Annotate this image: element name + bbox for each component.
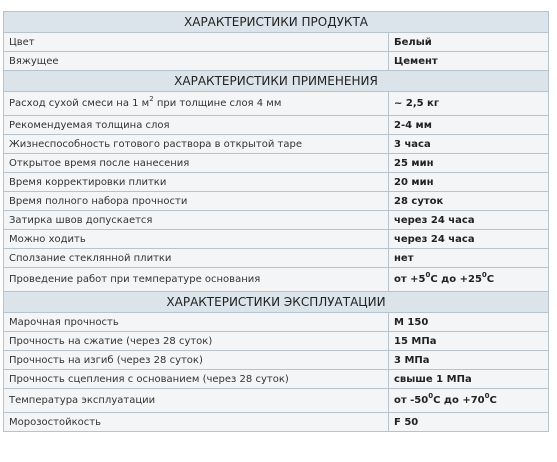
row-label: Марочная прочность xyxy=(4,313,389,332)
section-title: ХАРАКТЕРИСТИКИ ПРИМЕНЕНИЯ xyxy=(4,71,549,92)
row-label: Прочность сцепления с основанием (через 28 суток) xyxy=(4,370,389,389)
characteristics-table xyxy=(3,11,549,432)
table-row xyxy=(4,332,549,351)
row-label: Температура эксплуатации xyxy=(4,389,389,413)
superscript: 0 xyxy=(428,392,434,400)
row-label-part: при толщине слоя 4 мм xyxy=(153,98,282,109)
row-value: через 24 часа xyxy=(389,211,549,230)
section-header-application xyxy=(4,71,549,92)
row-label: Жизнеспособность готового раствора в открытой таре xyxy=(4,135,389,154)
row-label: Цвет xyxy=(4,33,389,52)
row-value: 3 МПа xyxy=(389,351,549,370)
table-row xyxy=(4,116,549,135)
table-row xyxy=(4,413,549,432)
row-value: М 150 xyxy=(389,313,549,332)
row-value: через 24 часа xyxy=(389,230,549,249)
value-part: от -50 xyxy=(394,395,429,406)
row-label: Морозостойкость xyxy=(4,413,389,432)
value-part: от +5 xyxy=(394,274,426,285)
spec-table-container xyxy=(3,11,548,432)
section-header-operation xyxy=(4,292,549,313)
row-value xyxy=(389,268,549,292)
table-row xyxy=(4,52,549,71)
table-row xyxy=(4,154,549,173)
superscript: 0 xyxy=(425,271,431,279)
row-label: Время полного набора прочности xyxy=(4,192,389,211)
superscript: 2 xyxy=(149,95,154,103)
row-label: Вяжущее xyxy=(4,52,389,71)
row-value: 28 суток xyxy=(389,192,549,211)
row-label-part: Расход сухой смеси на 1 м xyxy=(9,98,150,109)
value-part: С xyxy=(489,395,497,406)
section-header-product xyxy=(4,12,549,33)
row-label: Прочность на изгиб (через 28 суток) xyxy=(4,351,389,370)
row-label: Прочность на сжатие (через 28 суток) xyxy=(4,332,389,351)
table-row xyxy=(4,173,549,192)
row-label: Проведение работ при температуре основания xyxy=(4,268,389,292)
row-value: Цемент xyxy=(389,52,549,71)
value-part: С xyxy=(486,274,495,285)
row-label: Открытое время после нанесения xyxy=(4,154,389,173)
row-label: Можно ходить xyxy=(4,230,389,249)
table-row xyxy=(4,313,549,332)
table-row xyxy=(4,389,549,413)
row-label: Рекомендуемая толщина слоя xyxy=(4,116,389,135)
row-label: Сползание стеклянной плитки xyxy=(4,249,389,268)
table-row xyxy=(4,33,549,52)
table-row xyxy=(4,370,549,389)
section-title: ХАРАКТЕРИСТИКИ ЭКСПЛУАТАЦИИ xyxy=(4,292,549,313)
row-value: 3 часа xyxy=(389,135,549,154)
row-value: Белый xyxy=(389,33,549,52)
row-value: нет xyxy=(389,249,549,268)
table-row xyxy=(4,135,549,154)
table-row xyxy=(4,230,549,249)
row-label: Время корректировки плитки xyxy=(4,173,389,192)
value-part: С до +25 xyxy=(430,274,482,285)
table-row xyxy=(4,249,549,268)
table-row xyxy=(4,351,549,370)
row-value: 2-4 мм xyxy=(389,116,549,135)
superscript: 0 xyxy=(481,271,487,279)
row-label xyxy=(4,92,389,116)
row-value: 20 мин xyxy=(389,173,549,192)
row-value xyxy=(389,389,549,413)
superscript: 0 xyxy=(484,392,490,400)
section-title: ХАРАКТЕРИСТИКИ ПРОДУКТА xyxy=(4,12,549,33)
row-value: 25 мин xyxy=(389,154,549,173)
row-value: свыше 1 МПа xyxy=(389,370,549,389)
table-row xyxy=(4,211,549,230)
row-label: Затирка швов допускается xyxy=(4,211,389,230)
table-row xyxy=(4,192,549,211)
row-value: ~ 2,5 кг xyxy=(389,92,549,116)
table-row xyxy=(4,268,549,292)
row-value: 15 МПа xyxy=(389,332,549,351)
value-part: С до +70 xyxy=(433,395,485,406)
table-row xyxy=(4,92,549,116)
row-value: F 50 xyxy=(389,413,549,432)
